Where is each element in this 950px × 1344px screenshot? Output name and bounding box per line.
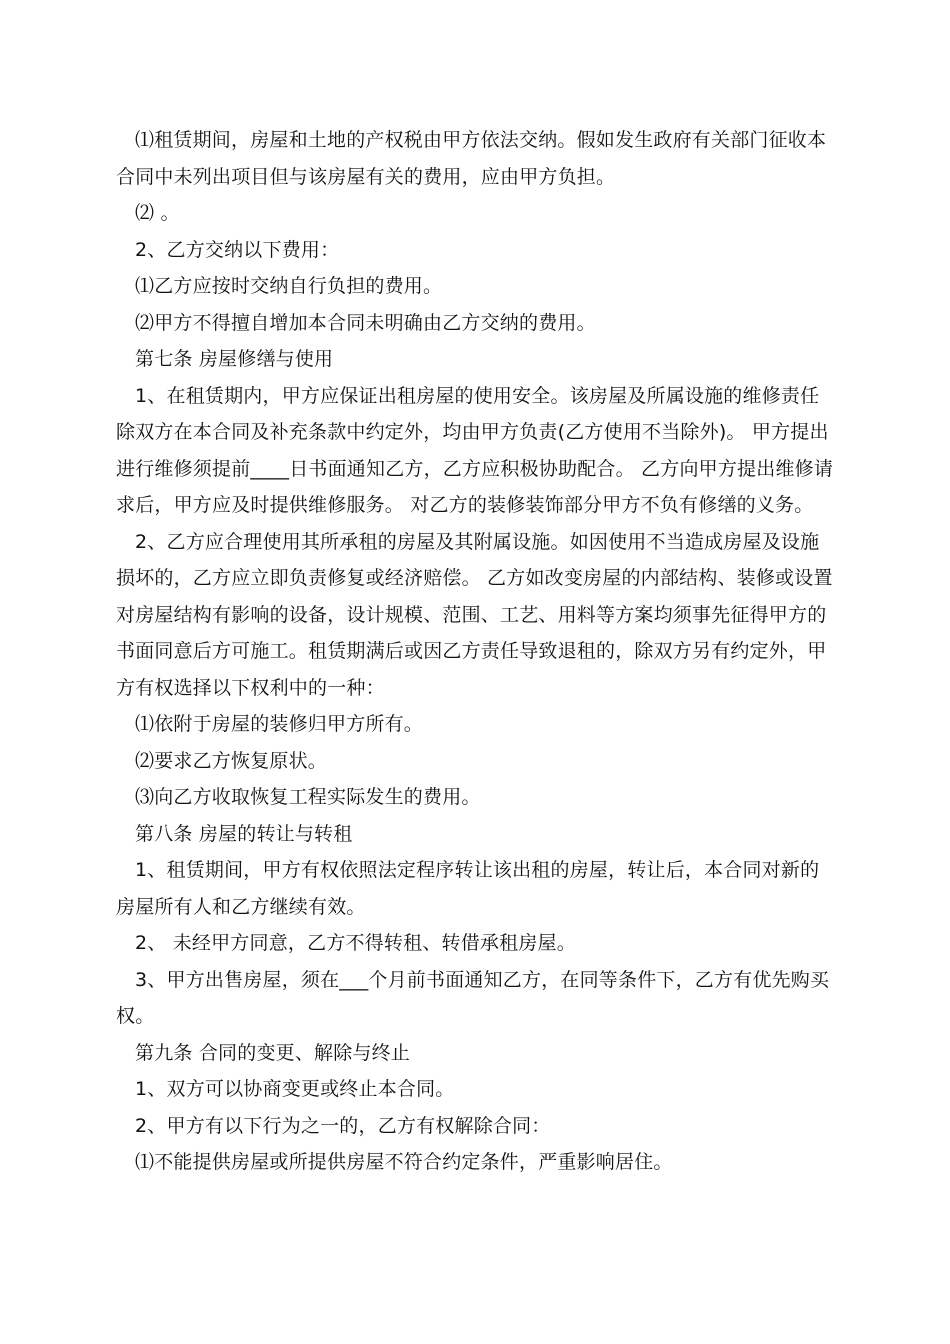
paragraph-option-1: ⑴依附于房屋的装修归甲方所有。 xyxy=(135,713,424,735)
paragraph-item-2-blank: ⑵ 。 xyxy=(135,202,180,224)
paragraph-article-9-clause-1: 1、双方可以协商变更或终止本合同。 xyxy=(135,1078,455,1100)
paragraph-tax-clause: ⑴租赁期间，房屋和土地的产权税由甲方依法交纳。假如发生政府有关部门征收本合同中未列出项目但与该房屋有关的费用，应由甲方负担。 xyxy=(116,129,827,188)
paragraph-option-3: ⑶向乙方收取恢复工程实际发生的费用。 xyxy=(135,786,481,808)
paragraph-tenant-fees-heading: 2、乙方交纳以下费用： xyxy=(135,238,340,261)
paragraph-article-8-clause-2: 2、 未经甲方同意，乙方不得转租、转借承租房屋。 xyxy=(135,932,576,954)
paragraph-tenant-fees-item-1: ⑴乙方应按时交纳自行负担的费用。 xyxy=(135,275,443,297)
article-9-heading: 第九条 合同的变更、解除与终止 xyxy=(135,1041,411,1064)
article-8-heading: 第八条 房屋的转让与转租 xyxy=(135,822,353,845)
paragraph-article-7-clause-1: 1、在租赁期内，甲方应保证出租房屋的使用安全。该房屋及所属设施的维修责任除双方在本合同及补充条款中约定外，均由甲方负责(乙方使用不当除外)。 甲方提出进行维修须提前____日书面通知乙方，乙方应积极协助配合。 乙方向甲方提出维修请求后，甲方应及时提供维修服务。 对乙方的装修装饰部分甲方不负有修缮的义务。 xyxy=(116,384,834,516)
article-7-heading: 第七条 房屋修缮与使用 xyxy=(135,348,334,370)
document-page xyxy=(116,122,836,1181)
paragraph-tenant-fees-item-2: ⑵甲方不得擅自增加本合同未明确由乙方交纳的费用。 xyxy=(135,311,596,334)
paragraph-article-8-clause-3: 3、甲方出售房屋，须在___个月前书面通知乙方，在同等条件下，乙方有优先购买权。 xyxy=(116,968,830,1027)
paragraph-article-9-clause-2: 2、甲方有以下行为之一的，乙方有权解除合同： xyxy=(135,1114,551,1137)
paragraph-article-7-clause-2: 2、乙方应合理使用其所承租的房屋及其附属设施。如因使用不当造成房屋及设施损坏的，乙方应立即负责修复或经济赔偿。 乙方如改变房屋的内部结构、装修或设置对房屋结构有影响的设备，设计规模、范围、工艺、用料等方案均须事先征得甲方的书面同意后方可施工。租赁期满后或因乙方责任导致退租的，除双方另有约定外，甲方有权选择以下权利中的一种： xyxy=(116,530,833,699)
paragraph-termination-item-1: ⑴不能提供房屋或所提供房屋不符合约定条件，严重影响居住。 xyxy=(135,1151,673,1173)
paragraph-article-8-clause-1: 1、租赁期间，甲方有权依照法定程序转让该出租的房屋，转让后，本合同对新的房屋所有人和乙方继续有效。 xyxy=(116,859,820,918)
paragraph-option-2: ⑵要求乙方恢复原状。 xyxy=(135,749,328,772)
